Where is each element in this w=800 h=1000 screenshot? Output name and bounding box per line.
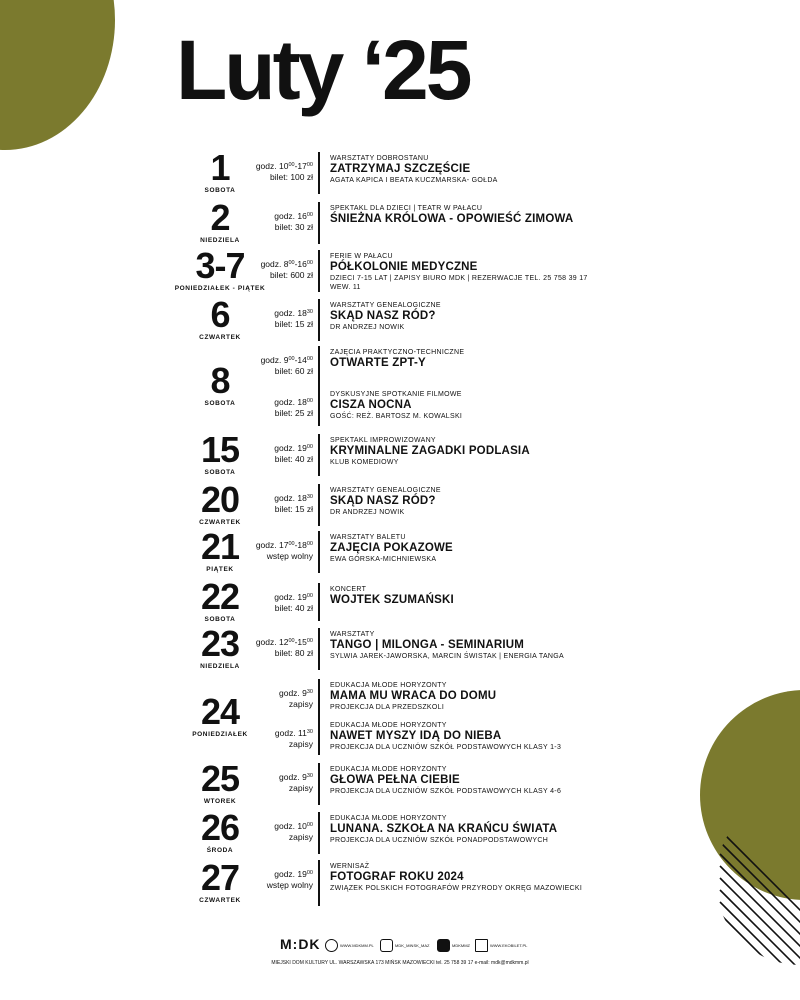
event-row: [170, 429, 590, 476]
date-number: 21: [200, 526, 240, 567]
weekday-label: CZWARTEK: [199, 519, 241, 526]
event-time: godz. $9^{30}$ zapisy: [278, 688, 313, 709]
divider-line: [318, 484, 320, 526]
mdk-logo: M:DK: [280, 936, 321, 952]
event-row: [170, 807, 590, 854]
event-info: [330, 862, 600, 893]
event-info: [330, 721, 600, 752]
date-number: 25: [200, 758, 240, 799]
event-time: godz. $8^{00}-16^{00}$ bilet: 600 zł: [260, 259, 313, 280]
event-time: godz. $19^{00}$ bilet: 40 zł: [274, 592, 313, 613]
divider-line: [318, 812, 320, 854]
date-number: 22: [200, 576, 240, 617]
divider-line: [318, 860, 320, 906]
event-time: godz. $9^{00}-14^{00}$ bilet: 60 zł: [260, 355, 313, 376]
date-number: 27: [200, 857, 240, 898]
event-info: [330, 765, 600, 796]
event-description: PROJEKCJA DLA UCZNIÓW SZKÓŁ PODSTAWOWYCH KLASY 4-6: [330, 788, 562, 795]
weekday-label: SOBOTA: [204, 187, 236, 194]
divider-line: [318, 583, 320, 621]
event-row: [170, 479, 590, 526]
date-number: 6: [210, 294, 230, 335]
event-row: [170, 679, 590, 755]
event-info: [330, 390, 600, 421]
event-name: LUNANA. SZKOŁA NA KRAŃCU ŚWIATA: [330, 823, 558, 835]
event-description: KLUB KOMEDIOWY: [330, 459, 399, 466]
event-info: [330, 533, 600, 564]
event-info: [330, 681, 600, 712]
ticket-price: bilet: 80 zł: [274, 648, 313, 658]
event-description: SYLWIA JAREK-JAWORSKA, MARCIN ŚWISTAK | ENERGIA TANGA: [330, 653, 564, 660]
weekday-label: NIEDZIELA: [200, 663, 240, 670]
event-time: godz. $19^{00}$ bilet: 40 zł: [274, 443, 313, 464]
event-category: EDUKACJA MŁODE HORYZONTY: [330, 682, 447, 689]
event-row: [170, 147, 590, 194]
event-name: NAWET MYSZY IDĄ DO NIEBA: [330, 730, 502, 742]
event-row: [170, 526, 590, 573]
event-info: [330, 252, 600, 292]
event-row: [170, 245, 590, 292]
event-category: WARSZTATY GENEALOGICZNE: [330, 487, 441, 494]
event-name: OTWARTE ZPT-Y: [330, 357, 426, 369]
event-info: [330, 436, 600, 467]
ticket-price: bilet: 40 zł: [274, 454, 313, 464]
ticket-price: wstęp wolny: [266, 551, 313, 561]
ticket-price: zapisy: [288, 832, 313, 842]
event-name: ZAJĘCIA POKAZOWE: [330, 542, 453, 554]
facebook-icon: [437, 939, 450, 952]
globe-icon: [325, 939, 338, 952]
weekday-label: NIEDZIELA: [200, 237, 240, 244]
divider-line: [318, 299, 320, 341]
event-row: [170, 346, 590, 426]
divider-line: [318, 763, 320, 805]
event-time: godz. $10^{00}-17^{00}$ bilet: 100 zł: [255, 161, 313, 182]
event-time: godz. $18^{30}$ bilet: 15 zł: [274, 308, 313, 329]
event-name: FOTOGRAF ROKU 2024: [330, 871, 464, 883]
event-category: DYSKUSYJNE SPOTKANIE FILMOWE: [330, 391, 462, 398]
ticket-price: zapisy: [288, 699, 313, 709]
event-category: SPEKTAKL IMPROWIZOWANY: [330, 437, 436, 444]
event-description: GOŚĆ: REŻ. BARTOSZ M. KOWALSKI: [330, 413, 463, 420]
event-category: WARSZTATY DOBROSTANU: [330, 155, 429, 162]
event-row: [170, 623, 590, 670]
date-number: 1: [210, 147, 230, 188]
ticket-price: bilet: 40 zł: [274, 603, 313, 613]
event-category: EDUKACJA MŁODE HORYZONTY: [330, 722, 447, 729]
ticket-price: bilet: 600 zł: [270, 270, 313, 280]
event-name: ŚNIEŻNA KRÓLOWA - OPOWIEŚĆ ZIMOWA: [330, 213, 574, 225]
weekday-label: SOBOTA: [204, 469, 236, 476]
ticket-link[interactable]: WWW.EKOBILET.PL: [475, 938, 527, 952]
event-time: godz. $11^{30}$ zapisy: [274, 728, 313, 749]
event-info: [330, 585, 600, 607]
event-info: [330, 630, 600, 661]
date-number: 2: [210, 197, 230, 238]
event-category: ZAJĘCIA PRAKTYCZNO-TECHNICZNE: [330, 349, 465, 356]
event-time: godz. $9^{30}$ zapisy: [278, 772, 313, 793]
divider-line: [318, 679, 320, 755]
weekday-label: SOBOTA: [204, 616, 236, 623]
divider-line: [318, 531, 320, 573]
instagram-icon: [380, 939, 393, 952]
weekday-label: CZWARTEK: [199, 897, 241, 904]
weekday-label: ŚRODA: [206, 847, 234, 854]
event-info: [330, 486, 600, 517]
event-category: KONCERT: [330, 586, 367, 593]
event-description: DR ANDRZEJ NOWIK: [330, 324, 405, 331]
event-name: MAMA MU WRACA DO DOMU: [330, 690, 497, 702]
event-category: WARSZTATY BALETU: [330, 534, 406, 541]
event-category: WARSZTATY: [330, 631, 375, 638]
event-row: [170, 857, 590, 906]
weekday-label: PIĄTEK: [206, 566, 234, 573]
footer-logos: [280, 936, 540, 956]
ticket-price: bilet: 15 zł: [274, 319, 313, 329]
event-time: godz. $10^{00}$ zapisy: [274, 821, 313, 842]
event-time: godz. $18^{30}$ bilet: 15 zł: [274, 493, 313, 514]
ticket-price: bilet: 60 zł: [274, 366, 313, 376]
ticket-price: zapisy: [288, 783, 313, 793]
weekday-label: SOBOTA: [204, 400, 236, 407]
divider-line: [318, 202, 320, 244]
event-time: godz. $16^{00}$ bilet: 30 zł: [274, 211, 313, 232]
ticket-price: bilet: 100 zł: [270, 172, 313, 182]
decorative-circle-bottom-right: [700, 690, 800, 900]
ticket-price: zapisy: [288, 739, 313, 749]
event-info: [330, 301, 600, 332]
event-description: DR ANDRZEJ NOWIK: [330, 509, 405, 516]
event-description: AGATA KAPICA I BEATA KUCZMARSKA- GOŁDA: [330, 177, 498, 184]
website-link[interactable]: WWW.MDKMM.PL: [325, 938, 374, 952]
ticket-price: wstęp wolny: [266, 880, 313, 890]
event-description: ZWIĄZEK POLSKICH FOTOGRAFÓW PRZYRODY OKRĘG MAZOWIECKI: [330, 885, 583, 892]
ticket-price: bilet: 25 zł: [274, 408, 313, 418]
date-number: 20: [200, 479, 240, 520]
event-name: SKĄD NASZ RÓD?: [330, 310, 436, 322]
event-info: [330, 154, 600, 185]
weekday-label: CZWARTEK: [199, 334, 241, 341]
event-name: PÓŁKOLONIE MEDYCZNE: [330, 261, 478, 273]
event-row: [170, 197, 590, 244]
event-name: TANGO | MILONGA - SEMINARIUM: [330, 639, 525, 651]
event-name: KRYMINALNE ZAGADKI PODLASIA: [330, 445, 530, 457]
divider-line: [318, 152, 320, 194]
divider-line: [318, 346, 320, 426]
event-name: SKĄD NASZ RÓD?: [330, 495, 436, 507]
footer-address: MIEJSKI DOM KULTURY UL. WARSZAWSKA 173 MIŃSK MAZOWIECKI tel. 25 758 39 17 e-mail: mdk@mdkmm.pl: [271, 960, 529, 966]
event-time: godz. $12^{00}-15^{00}$ bilet: 80 zł: [255, 637, 313, 658]
weekday-label: PONIEDZIAŁEK - PIĄTEK: [174, 285, 266, 292]
weekday-label: WTOREK: [203, 798, 237, 805]
event-name: GŁOWA PEŁNA CIEBIE: [330, 774, 460, 786]
facebook-link[interactable]: MDKMMZ: [437, 938, 470, 952]
decorative-circle-top-left: [0, 0, 115, 150]
event-name: ZATRZYMAJ SZCZĘŚCIE: [330, 163, 471, 175]
event-row: [170, 576, 590, 623]
event-info: [330, 348, 600, 370]
weekday-label: PONIEDZIAŁEK: [192, 731, 248, 738]
date-number: 3-7: [195, 245, 245, 286]
event-category: WARSZTATY GENEALOGICZNE: [330, 302, 441, 309]
event-category: EDUKACJA MŁODE HORYZONTY: [330, 766, 447, 773]
ticket-price: bilet: 15 zł: [274, 504, 313, 514]
date-number: 23: [200, 623, 240, 664]
event-info: [330, 204, 600, 226]
event-category: WERNISAŻ: [330, 863, 370, 870]
divider-line: [318, 434, 320, 476]
ticket-icon: [475, 939, 488, 952]
date-number: 15: [200, 429, 240, 470]
event-description: EWA GÓRSKA-MICHNIEWSKA: [330, 556, 437, 563]
date-number: 26: [200, 807, 240, 848]
event-name: CISZA NOCNA: [330, 399, 412, 411]
event-description: DZIECI 7-15 LAT | ZAPISY BIURO MDK | REZERWACJE TEL. 25 758 39 17 WEW. 11: [330, 275, 588, 291]
event-name: WOJTEK SZUMAŃSKI: [330, 594, 454, 606]
event-category: FERIE W PAŁACU: [330, 253, 393, 260]
date-number: 24: [200, 691, 240, 732]
event-category: EDUKACJA MŁODE HORYZONTY: [330, 815, 447, 822]
event-time: godz. $19^{00}$ wstęp wolny: [266, 869, 313, 890]
event-category: SPEKTAKL DLA DZIECI | TEATR W PAŁACU: [330, 205, 483, 212]
event-time: godz. $17^{00}-18^{00}$ wstęp wolny: [255, 540, 313, 561]
date-number: 8: [210, 360, 230, 401]
divider-line: [318, 628, 320, 670]
event-time: godz. $18^{00}$ bilet: 25 zł: [274, 397, 313, 418]
divider-line: [318, 250, 320, 292]
event-description: PROJEKCJA DLA UCZNIÓW SZKÓŁ PONADPODSTAWOWYCH: [330, 837, 549, 844]
instagram-link[interactable]: MDK_MINSK_MAZ: [380, 938, 429, 952]
event-info: [330, 814, 600, 845]
page-title: Luty ‘25: [176, 23, 470, 117]
event-row: [170, 758, 590, 805]
event-row: [170, 294, 590, 341]
event-description: PROJEKCJA DLA PRZEDSZKOLI: [330, 704, 445, 711]
event-description: PROJEKCJA DLA UCZNIÓW SZKÓŁ PODSTAWOWYCH KLASY 1-3: [330, 744, 562, 751]
ticket-price: bilet: 30 zł: [274, 222, 313, 232]
